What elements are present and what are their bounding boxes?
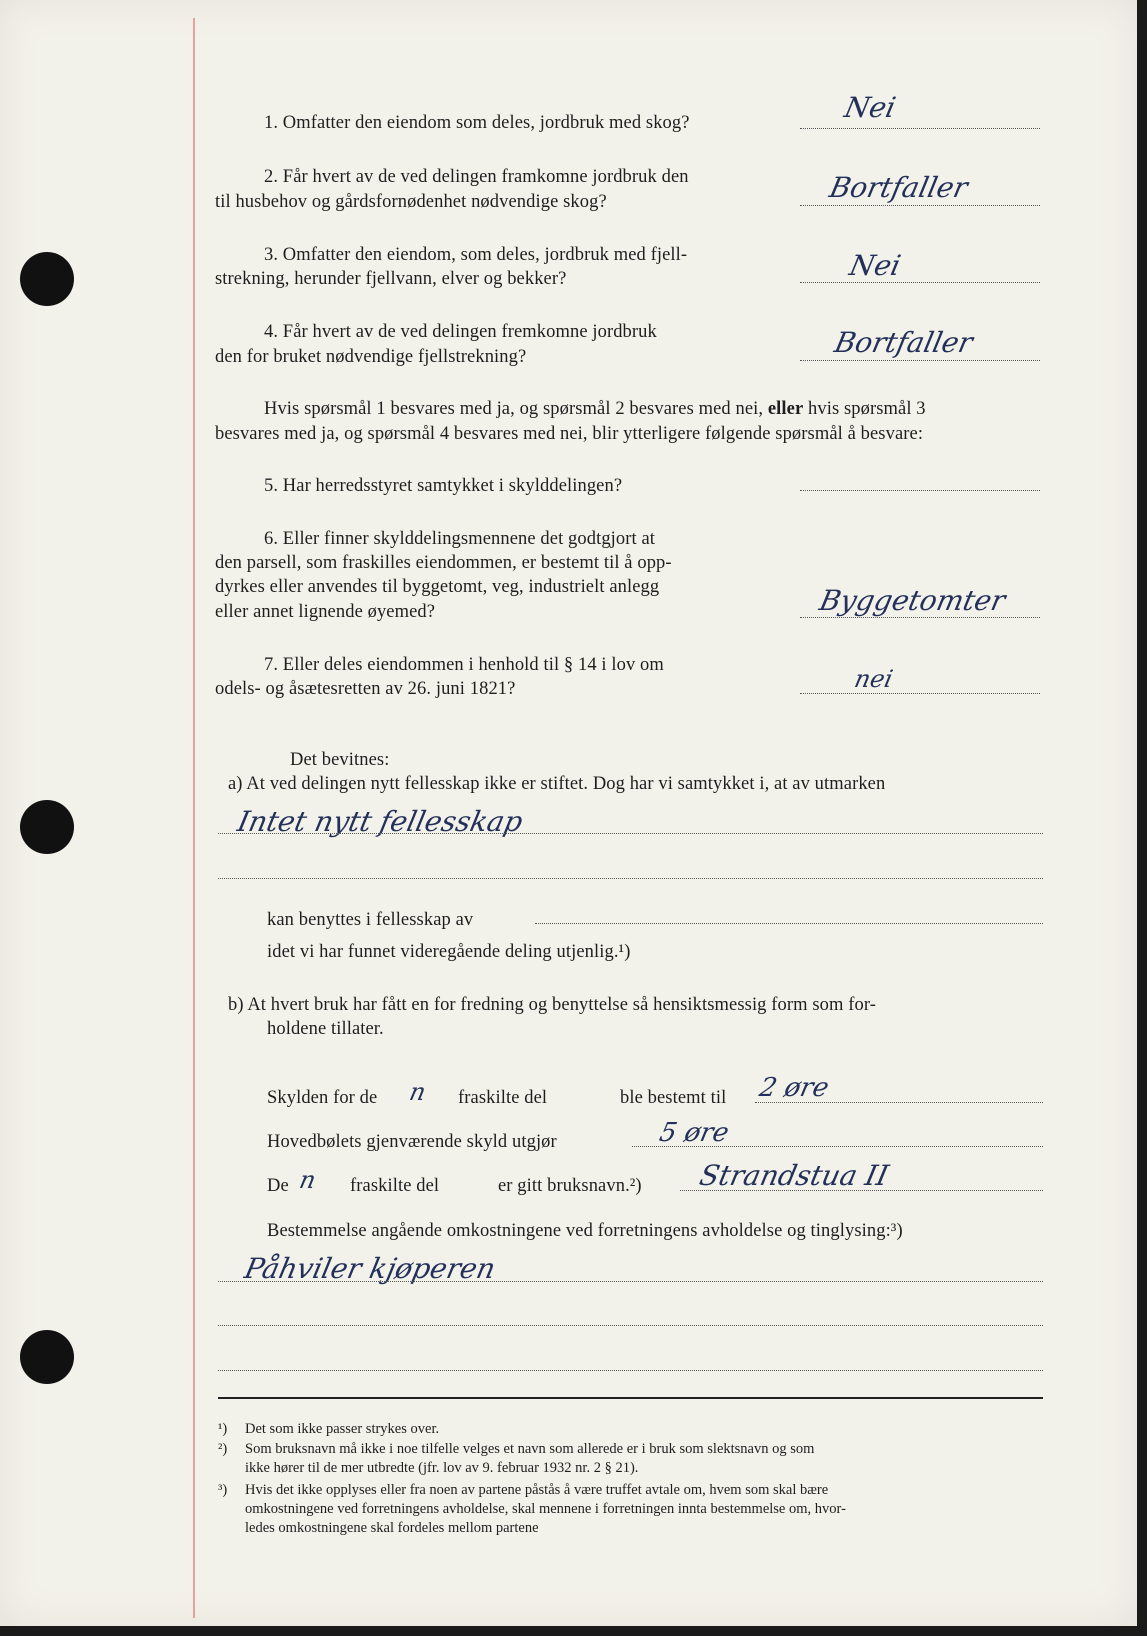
footnote-1: Det som ikke passer strykes over.	[245, 1421, 440, 1437]
answer-line-6	[800, 617, 1040, 618]
further-line: idet vi har funnet videregående deling utjenlig.¹)	[267, 942, 631, 962]
question-1: 1. Omfatter den eiendom som deles, jordbruk med skog?	[264, 113, 690, 133]
attest-a-line: a) At ved delingen nytt fellesskap ikke er stiftet. Dog har vi samtykket i, at av utmarken	[228, 774, 886, 794]
footnote-rule	[218, 1397, 1043, 1399]
question-6-line-1: 6. Eller finner skylddelingsmennene det godtgjort at	[264, 529, 656, 549]
question-6-line-3: dyrkes eller anvendes til byggetomt, veg, industrielt anlegg	[215, 577, 660, 597]
cost-line-3	[218, 1370, 1043, 1371]
hoved-label: Hovedbølets gjenværende skyld utgjør	[267, 1132, 557, 1152]
skyld-label-c: ble bestemt til	[620, 1088, 727, 1108]
navn-label-a: De	[267, 1176, 289, 1196]
attest-b-line-1: b) At hvert bruk har fått en for fredning og benyttelse så hensiktsmessig form som for-	[228, 995, 876, 1015]
answer-1: Nei	[841, 91, 899, 124]
question-2-line-1: 2. Får hvert av de ved delingen framkomne jordbruk den	[264, 167, 689, 187]
answer-3: Nei	[846, 249, 904, 282]
skyld-label-b: fraskilte del	[458, 1088, 548, 1108]
conditional-text-b: hvis spørsmål 3	[808, 399, 926, 419]
question-3-line-1: 3. Omfatter den eiendom, som deles, jordbruk med fjell-	[264, 245, 688, 265]
footnote-1-mark: ¹)	[218, 1421, 228, 1437]
punch-hole-bottom	[20, 1330, 74, 1384]
punch-hole-top	[20, 252, 74, 306]
question-5: 5. Har herredsstyret samtykket i skylddelingen?	[264, 476, 623, 496]
question-4-line-2: den for bruket nødvendige fjellstrekning?	[215, 347, 527, 367]
conditional-emphasis: eller	[767, 399, 804, 419]
attest-a-line-2	[218, 878, 1043, 879]
skyld-handwritten-n: n	[407, 1078, 429, 1106]
answer-line-5	[800, 490, 1040, 491]
footnote-2-line-1: Som bruksnavn må ikke i noe tilfelle velges et navn som allerede er i bruk som slektsnavn og som	[245, 1441, 815, 1457]
attest-heading: Det bevitnes:	[290, 750, 390, 770]
attest-a-answer: Intet nytt fellesskap	[234, 805, 526, 838]
conditional-line-1	[264, 397, 926, 421]
attest-a-line-1	[218, 833, 1043, 834]
answer-6: Byggetomter	[816, 584, 1009, 617]
conditional-line-2: besvares med ja, og spørsmål 4 besvares med nei, blir ytterligere følgende spørsmål å besvare:	[215, 424, 924, 444]
cost-answer: Påhviler kjøperen	[241, 1252, 499, 1285]
navn-handwritten-n: n	[297, 1166, 319, 1194]
question-2-line-2: til husbehov og gårdsfornødenhet nødvendige skog?	[215, 192, 607, 212]
cost-line-2	[218, 1325, 1043, 1326]
shared-label: kan benyttes i fellesskap av	[267, 910, 474, 930]
cost-label: Bestemmelse angående omkostningene ved forretningens avholdelse og tinglysing:³)	[267, 1221, 903, 1241]
answer-line-7	[800, 693, 1040, 694]
question-4-line-1: 4. Får hvert av de ved delingen fremkomne jordbruk	[264, 322, 657, 342]
answer-line-1	[800, 128, 1040, 129]
attest-b-line-2: holdene tillater.	[267, 1019, 384, 1039]
question-7-line-1: 7. Eller deles eiendommen i henhold til § 14 i lov om	[264, 655, 664, 675]
cost-line-1	[218, 1281, 1043, 1282]
footnote-3-line-2: omkostningene ved forretningens avholdelse, skal mennene i forretningen innta bestemmelse om, hvor-	[245, 1501, 846, 1517]
answer-7: nei	[852, 665, 896, 693]
question-7-line-2: odels- og åsætesretten av 26. juni 1821?	[215, 679, 516, 699]
punch-hole-middle	[20, 800, 74, 854]
navn-label-c: er gitt bruksnavn.²)	[498, 1176, 642, 1196]
skyld-label-a: Skylden for de	[267, 1088, 378, 1108]
question-6-line-4: eller annet lignende øyemed?	[215, 602, 436, 622]
answer-4: Bortfaller	[831, 326, 976, 359]
footnote-3-line-3: ledes omkostningene skal fordeles mellom partene	[245, 1520, 539, 1536]
shared-line	[535, 923, 1043, 924]
footnote-3-mark: ³)	[218, 1482, 228, 1498]
question-3-line-2: strekning, herunder fjellvann, elver og bekker?	[215, 269, 567, 289]
margin-line	[193, 18, 195, 1618]
conditional-text-a: Hvis spørsmål 1 besvares med ja, og spørsmål 2 besvares med nei,	[264, 399, 764, 419]
navn-label-b: fraskilte del	[350, 1176, 440, 1196]
footnote-3-line-1: Hvis det ikke opplyses eller fra noen av partene påstås å være truffet avtale om, hvem som skal bære	[245, 1482, 829, 1498]
answer-line-4	[800, 360, 1040, 361]
answer-2: Bortfaller	[826, 171, 971, 204]
footnote-2-mark: ²)	[218, 1441, 228, 1457]
question-6-line-2: den parsell, som fraskilles eiendommen, er bestemt til å opp-	[215, 553, 672, 573]
skyld-answer: 2 øre	[756, 1073, 832, 1103]
hoved-answer: 5 øre	[656, 1118, 732, 1148]
footnote-2-line-2: ikke hører til de mer utbredte (jfr. lov av 9. februar 1932 nr. 2 § 21).	[245, 1460, 639, 1476]
navn-answer: Strandstua II	[696, 1159, 892, 1192]
answer-line-2	[800, 205, 1040, 206]
answer-line-3	[800, 282, 1040, 283]
